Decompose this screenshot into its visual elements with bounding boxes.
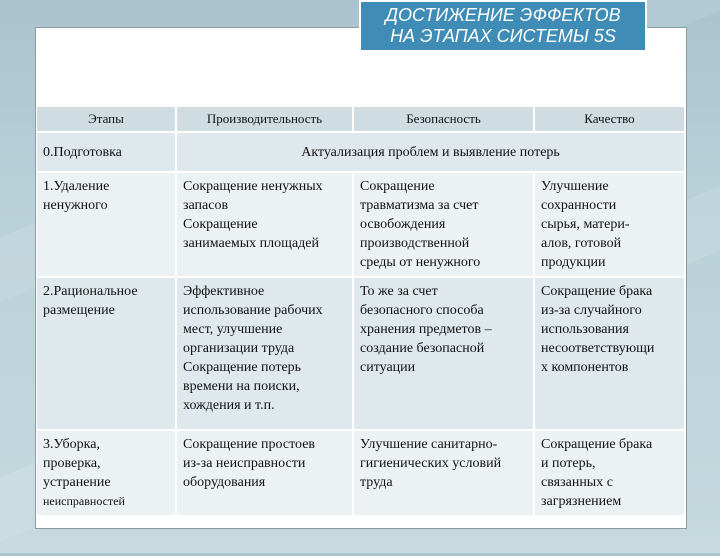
cell-line: сохранности xyxy=(541,198,617,213)
safety-cell xyxy=(353,172,534,277)
header-safety: Безопасность xyxy=(353,107,534,132)
cell-line: и потерь, xyxy=(541,456,596,471)
cell-line: алов, готовой xyxy=(541,236,622,251)
stage-cell: 0.Подготовка xyxy=(37,132,176,172)
cell-line: времени на поиски, xyxy=(183,379,300,394)
cell-line: То же за счет xyxy=(360,284,438,299)
cell-line: Сокращение простоев xyxy=(183,437,316,452)
cell-line: использования xyxy=(541,322,629,337)
cell-line: производственной xyxy=(360,236,470,251)
table-row xyxy=(37,132,685,172)
cell-line: Улучшение xyxy=(541,179,609,194)
table-row xyxy=(37,277,685,430)
cell-line: гигиенических условий xyxy=(360,456,502,471)
cell-line: освобождения xyxy=(360,217,446,232)
stage-cell xyxy=(37,172,176,277)
cell-line: труда xyxy=(360,475,393,490)
productivity-cell xyxy=(176,172,353,277)
cell-line: использование рабочих xyxy=(183,303,323,318)
cell-line: 2.Рациональное xyxy=(43,284,138,299)
cell-line: ненужного xyxy=(43,198,108,213)
slide-title-line: ДОСТИЖЕНИЕ ЭФФЕКТОВ xyxy=(385,5,621,25)
table-header-row xyxy=(37,107,685,132)
cell-line: 1.Удаление xyxy=(43,179,110,194)
header-quality: Качество xyxy=(534,107,685,132)
quality-cell xyxy=(534,430,685,516)
cell-line: продукции xyxy=(541,255,606,270)
cell-line: Сокращение брака xyxy=(541,284,653,299)
cell-line: несоответствующи xyxy=(541,341,655,356)
cell-line: безопасного способа xyxy=(360,303,484,318)
cell-line: связанных с xyxy=(541,475,613,490)
cell-line: неисправностей xyxy=(43,494,125,508)
quality-cell xyxy=(534,277,685,430)
cell-line: размещение xyxy=(43,303,115,318)
cell-line: Сокращение брака xyxy=(541,437,653,452)
cell-line: Сокращение xyxy=(183,217,258,232)
cell-line: устранение xyxy=(43,475,111,490)
cell-line: 3.Уборка, xyxy=(43,437,100,452)
cell-line: создание безопасной xyxy=(360,341,485,356)
cell-line: хранения предметов – xyxy=(360,322,492,337)
quality-cell xyxy=(534,172,685,277)
stage-cell xyxy=(37,430,176,516)
cell-line: среды от ненужного xyxy=(360,255,481,270)
productivity-cell xyxy=(176,430,353,516)
productivity-cell xyxy=(176,277,353,430)
cell-line: Сокращение потерь xyxy=(183,360,302,375)
cell-line: ситуации xyxy=(360,360,416,375)
safety-cell xyxy=(353,430,534,516)
table-row xyxy=(37,172,685,277)
cell-line: занимаемых площадей xyxy=(183,236,319,251)
cell-line: х компонентов xyxy=(541,360,629,375)
cell-line: запасов xyxy=(183,198,229,213)
cell-line: из-за неисправности xyxy=(183,456,306,471)
cell-line: загрязнением xyxy=(541,494,622,509)
cell-line: сырья, матери- xyxy=(541,217,630,232)
cell-line: Сокращение xyxy=(360,179,435,194)
header-stages: Этапы xyxy=(37,107,176,132)
cell-line: мест, улучшение xyxy=(183,322,283,337)
cell-line: проверка, xyxy=(43,456,101,471)
cell-line: Эффективное xyxy=(183,284,265,299)
cell-line: организации труда xyxy=(183,341,295,356)
cell-line: Сокращение ненужных xyxy=(183,179,323,194)
cell-line: Улучшение санитарно- xyxy=(360,437,498,452)
table-row xyxy=(37,430,685,516)
cell-line: из-за случайного xyxy=(541,303,642,318)
header-productivity: Производительность xyxy=(176,107,353,132)
cell-line: травматизма за счет xyxy=(360,198,479,213)
effects-table xyxy=(37,107,686,517)
safety-cell xyxy=(353,277,534,430)
slide-title xyxy=(359,0,647,52)
cell-line: хождения и т.п. xyxy=(183,398,275,413)
stage-cell xyxy=(37,277,176,430)
cell-line: оборудования xyxy=(183,475,266,490)
slide-title-line: НА ЭТАПАХ СИСТЕМЫ 5S xyxy=(390,26,616,46)
merged-cell: Актуализация проблем и выявление потерь xyxy=(176,132,685,172)
